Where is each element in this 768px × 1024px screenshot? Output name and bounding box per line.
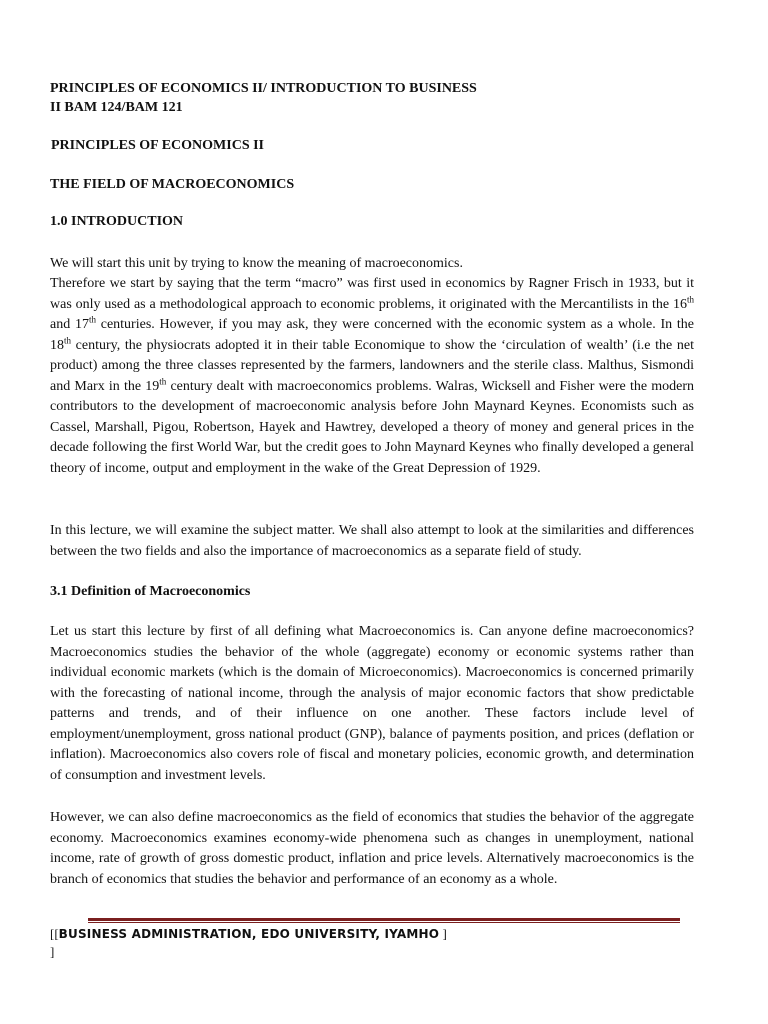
- subject-title: PRINCIPLES OF ECONOMICS II: [51, 138, 265, 153]
- superscript-th: th: [88, 314, 96, 325]
- course-title-line-2: II BAM 124/BAM 121: [50, 100, 183, 115]
- intro-text-e: century dealt with macroeconomics problems. Walras, Wicksell and Fisher were the modern contributors to the development of macroeconomic analysis before John Maynard Keynes. Economists such as Cassel, Marshall, Pigou, Robertson, Hayek and Hawtrey, developed a theory of money and general prices in the decade following the first World War, but the credit goes to John Maynard Keynes who finally developed a general theory of income, output and employment in the wake of the Great Depression of 1929.: [50, 378, 694, 476]
- footer-divider-thick: [88, 918, 680, 921]
- footer-divider-thin: [88, 922, 680, 923]
- lecture-scope-paragraph: In this lecture, we will examine the subject matter. We shall also attempt to look at the similarities and differences between the two fields and also the importance of macroeconomics as a separate field of study.: [50, 523, 694, 559]
- intro-paragraph: [50, 274, 694, 479]
- intro-heading: 1.0 INTRODUCTION: [50, 214, 184, 229]
- superscript-th: th: [64, 334, 72, 345]
- footer-divider: [88, 918, 680, 924]
- course-title: [50, 79, 477, 117]
- footer-close-bracket-2: ]: [50, 944, 55, 959]
- footer-close-bracket-1: ]: [439, 926, 447, 941]
- footer-institution: BUSINESS ADMINISTRATION, EDO UNIVERSITY, IYAMHO: [58, 927, 440, 941]
- superscript-th: th: [686, 293, 694, 304]
- definition-heading: 3.1 Definition of Macroeconomics: [50, 584, 251, 599]
- intro-text-b: and 17: [50, 317, 89, 332]
- intro-text-c: centuries. However, if you may ask, they were concerned with the economic system as a whole. In the 18: [50, 317, 694, 353]
- unit-title: THE FIELD OF MACROECONOMICS: [50, 177, 295, 192]
- intro-opening-line: We will start this unit by trying to know the meaning of macroeconomics.: [50, 256, 463, 271]
- definition-paragraph-2: However, we can also define macroeconomics as the field of economics that studies the behavior of the aggregate economy. Macroeconomics examines economy-wide phenomena such as changes in unemployment, national income, rate of growth of gross domestic product, inflation and price levels. Alternatively macroeconomics is the branch of economics that studies the behavior and performance of an economy as a whole.: [50, 810, 694, 887]
- intro-text-d: century, the physiocrats adopted it in their table Economique to show the ‘circulation of wealth’ (i.e the net product) among the three classes represented by the farmers, landowners and the sterile class. Malthus, Sismondi and Marx in the 19: [50, 337, 694, 394]
- footer-open-brackets: [[: [50, 926, 59, 941]
- superscript-th: th: [159, 375, 167, 386]
- course-title-line-1: PRINCIPLES OF ECONOMICS II/ INTRODUCTION TO BUSINESS: [50, 81, 477, 96]
- page-footer: [50, 925, 447, 960]
- definition-paragraph-1: Let us start this lecture by first of all defining what Macroeconomics is. Can anyone define macroeconomics? Macroeconomics studies the behavior of the whole (aggregate) economy or economic systems rather than individual economic markets (which is the domain of Microeconomics). Macroeconomics is concerned primarily with the forecasting of national income, through the analysis of major economic factors that show predictable patterns and trends, and of their influence on one another. These factors include level of employment/unemployment, gross national product (GNP), balance of payments position, and prices (deflation or inflation). Macroeconomics also covers role of fiscal and monetary policies, economic growth, and determination of consumption and investment levels.: [50, 624, 694, 783]
- intro-text-a: Therefore we start by saying that the term “macro” was first used in economics by Ragner Frisch in 1933, but it was only used as a methodological approach to economic problems, it originated with the Mercantilists in the 16: [50, 276, 694, 312]
